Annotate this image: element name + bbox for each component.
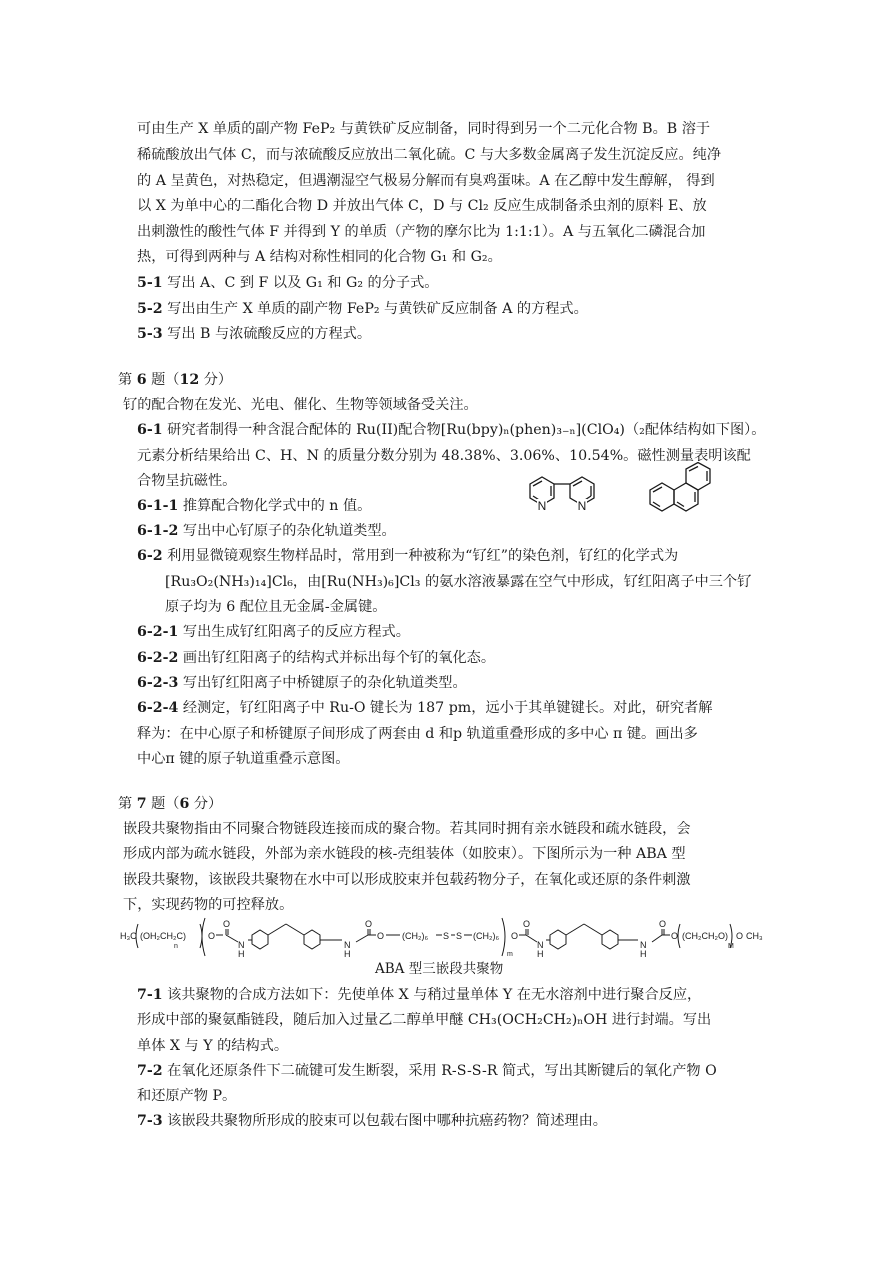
q7-1-line-3: 单体 X 与 Y 的结构式。 — [137, 1038, 289, 1054]
q6-2-text: 利用显微镜观察生物样品时，常用到一种被称为“钌红”的染色剂，钌红的化学式为 — [167, 548, 679, 564]
q6-heading-num: 6 — [136, 372, 147, 388]
q5-line-2: 稀硫酸放出气体 C，而与浓硫酸反应放出二氧化硫。C 与大多数金属离子发生沉淀反应。纯净 — [137, 147, 722, 163]
q5-1-num: 5-1 — [137, 275, 163, 291]
polymer-sub-M: M — [728, 943, 734, 950]
q7-1-num: 7-1 — [137, 987, 163, 1003]
q6-2-num: 6-2 — [137, 548, 163, 564]
q5-1 — [137, 271, 438, 297]
polymer-s-1: S — [443, 931, 450, 941]
q6-2-1-num: 6-2-1 — [137, 624, 179, 640]
polymer-nh-3: N H — [537, 940, 544, 959]
q6-intro: 钌的配合物在发光、光电、催化、生物等领域备受关注。 — [123, 397, 478, 413]
polymer-o-1: O — [208, 931, 216, 941]
q6-1-2 — [137, 519, 396, 545]
q6-2-3-text: 写出钌红阳离子中桥键原子的杂化轨道类型。 — [182, 675, 467, 691]
polymer-peg-right: (CH₂CH₂O) — [682, 931, 728, 941]
ligand-structures — [520, 462, 760, 532]
q7-heading-score: 6 — [179, 796, 190, 812]
q6-1-2-num: 6-1-2 — [137, 523, 179, 539]
q6-1-1 — [137, 494, 371, 520]
polymer-sub-m: m — [507, 951, 513, 958]
q7-2-text: 在氧化还原条件下二硫键可发生断裂，采用 R-S-S-R 简式，写出其断键后的氧化产物 O — [167, 1063, 717, 1079]
q6-1-1-num: 6-1-1 — [137, 498, 179, 514]
q6-2-3 — [137, 671, 467, 697]
q6-2-2-num: 6-2-2 — [137, 650, 179, 666]
polymer-left-end: H₃C — [120, 931, 137, 941]
q6-2-4-text: 经测定，钌红阳离子中 Ru-O 键长为 187 pm，远小于其单键键长。对此，研究者解 — [182, 700, 713, 716]
q6-2-4-num: 6-2-4 — [137, 700, 179, 716]
q6-1-line-2: 元素分析结果给出 C、H、N 的质量分数分别为 48.38%、3.06%、10.54%。磁性测量表明该配 — [137, 448, 751, 464]
q7-2-num: 7-2 — [137, 1063, 163, 1079]
q6-2-line-3: 原子均为 6 配位且无金属-金属键。 — [165, 599, 387, 615]
polymer-o-8: O — [671, 931, 679, 941]
q6-1-text: 研究者制得一种含混合配体的 Ru(II)配合物[Ru(bpy)ₙ(phen)₃₋ₙ](ClO₄)（₂配体结构如下图）。 — [167, 422, 766, 438]
q7-intro-line-1: 嵌段共聚物指由不同聚合物链段连接而成的聚合物。若其同时拥有亲水链段和疏水链段，会 — [123, 821, 691, 837]
q6-1-line-3: 合物呈抗磁性。 — [137, 473, 237, 489]
q7-3 — [137, 1109, 607, 1135]
polymer-c6-1: (CH₂)₆ — [402, 931, 429, 941]
q6-1-num: 6-1 — [137, 422, 163, 438]
q5-3-text: 写出 B 与浓硫酸反应的方程式。 — [167, 326, 372, 342]
q6-heading-prefix: 第 — [118, 372, 137, 388]
q6-1-2-text: 写出中心钌原子的杂化轨道类型。 — [182, 523, 396, 539]
q5-line-1: 可由生产 X 单质的副产物 FeP₂ 与黄铁矿反应制备，同时得到另一个二元化合物 B。B 溶于 — [137, 121, 711, 137]
q7-heading-suffix: 分） — [189, 796, 223, 812]
polymer-c6-2: (CH₂)₆ — [473, 931, 500, 941]
q6-2-4-line-2: 释为：在中心原子和桥键原子间形成了两套由 d 和p 轨道重叠形成的多中心 π 键。画出多 — [137, 726, 698, 742]
q7-1-line-1 — [137, 983, 701, 1009]
q7-heading — [118, 792, 222, 818]
polymer-caption: ABA 型三嵌段共聚物 — [375, 961, 504, 977]
q6-1-line-1 — [137, 418, 765, 444]
q6-heading — [118, 368, 232, 394]
aba-polymer-structure — [110, 916, 770, 960]
q5-2-num: 5-2 — [137, 301, 163, 317]
polymer-sub-n: n — [174, 943, 178, 950]
q5-1-text: 写出 A、C 到 F 以及 G₁ 和 G₂ 的分子式。 — [167, 275, 439, 291]
bpy-n-right: N — [577, 499, 587, 513]
q5-2-text: 写出由生产 X 单质的副产物 FeP₂ 与黄铁矿反应制备 A 的方程式。 — [167, 301, 588, 317]
bpy-n-left: N — [537, 499, 547, 513]
q7-heading-prefix: 第 — [118, 796, 137, 812]
q6-heading-suffix: 分） — [199, 372, 233, 388]
polymer-nh-1: N H — [238, 940, 245, 959]
q6-2-4-line-3: 中心π 键的原子轨道重叠示意图。 — [137, 751, 350, 767]
q6-1-1-text: 推算配合物化学式中的 n 值。 — [182, 498, 372, 514]
polymer-right-end: CH₃ — [746, 931, 763, 941]
q7-1-line-2: 形成中部的聚氨酯链段，随后加入过量乙二醇单甲醚 CH₃(OCH₂CH₂)ₙOH 进行封端。写出 — [137, 1012, 712, 1028]
q6-2-1-text: 写出生成钌红阳离子的反应方程式。 — [182, 624, 410, 640]
polymer-o-6: O — [523, 919, 531, 929]
q7-intro-line-4: 下，实现药物的可控释放。 — [123, 897, 294, 913]
polymer-o-2: O — [223, 919, 231, 929]
q6-2-4-line-1 — [137, 696, 712, 722]
polymer-o-4: O — [377, 931, 385, 941]
q5-line-6: 热，可得到两种与 A 结构对称性相同的化合物 G₁ 和 G₂。 — [137, 249, 502, 265]
q7-1-text: 该共聚物的合成方法如下：先使单体 X 与稍过量单体 Y 在无水溶剂中进行聚合反应， — [167, 987, 702, 1003]
q7-2-line-1 — [137, 1059, 717, 1085]
polymer-o-3: O — [365, 919, 373, 929]
q6-2-line-2: [Ru₃O₂(NH₃)₁₄]Cl₆，由[Ru(NH₃)₆]Cl₃ 的氨水溶液暴露在空气中形成，钌红阳离子中三个钌 — [165, 574, 752, 590]
polymer-o-5: O — [511, 931, 519, 941]
q6-heading-score: 12 — [179, 372, 200, 388]
q5-2 — [137, 297, 588, 323]
q7-3-num: 7-3 — [137, 1113, 163, 1129]
polymer-nh-2: N H — [344, 940, 351, 959]
polymer-peg-left: (OH₂CH₂C) — [140, 931, 186, 941]
q6-2-2 — [137, 646, 495, 672]
polymer-nh-4: N H — [640, 940, 647, 959]
q5-3 — [137, 322, 371, 348]
polymer-o-9: O — [736, 931, 744, 941]
q6-heading-mid: 题（ — [146, 372, 180, 388]
q7-heading-num: 7 — [136, 796, 147, 812]
q6-2-2-text: 画出钌红阳离子的结构式并标出每个钌的氧化态。 — [182, 650, 496, 666]
q7-intro-line-3: 嵌段共聚物，该嵌段共聚物在水中可以形成胶束并包载药物分子，在氧化或还原的条件刺激 — [123, 872, 691, 888]
q7-3-text: 该嵌段共聚物所形成的胶束可以包载右图中哪种抗癌药物？简述理由。 — [167, 1113, 607, 1129]
q6-2-1 — [137, 620, 410, 646]
q7-2-line-2: 和还原产物 P。 — [137, 1088, 237, 1104]
q6-2-3-num: 6-2-3 — [137, 675, 179, 691]
polymer-s-2: S — [456, 931, 463, 941]
polymer-o-7: O — [659, 919, 667, 929]
q5-line-4: 以 X 为单中心的二酯化合物 D 并放出气体 C，D 与 Cl₂ 反应生成制备杀虫剂的原料 E、放 — [137, 198, 707, 214]
q7-heading-mid: 题（ — [146, 796, 180, 812]
q5-line-3: 的 A 呈黄色，对热稳定，但遇潮湿空气极易分解而有臭鸡蛋味。A 在乙醇中发生醇解， 得到 — [137, 173, 715, 189]
q6-2-line-1 — [137, 544, 678, 570]
q7-intro-line-2: 形成内部为疏水链段，外部为亲水链段的核-壳组装体（如胶束）。下图所示为一种 ABA 型 — [123, 846, 686, 862]
q5-3-num: 5-3 — [137, 326, 163, 342]
q5-line-5: 出刺激性的酸性气体 F 并得到 Y 的单质（产物的摩尔比为 1:1:1）。A 与五氧化二磷混合加 — [137, 224, 706, 240]
